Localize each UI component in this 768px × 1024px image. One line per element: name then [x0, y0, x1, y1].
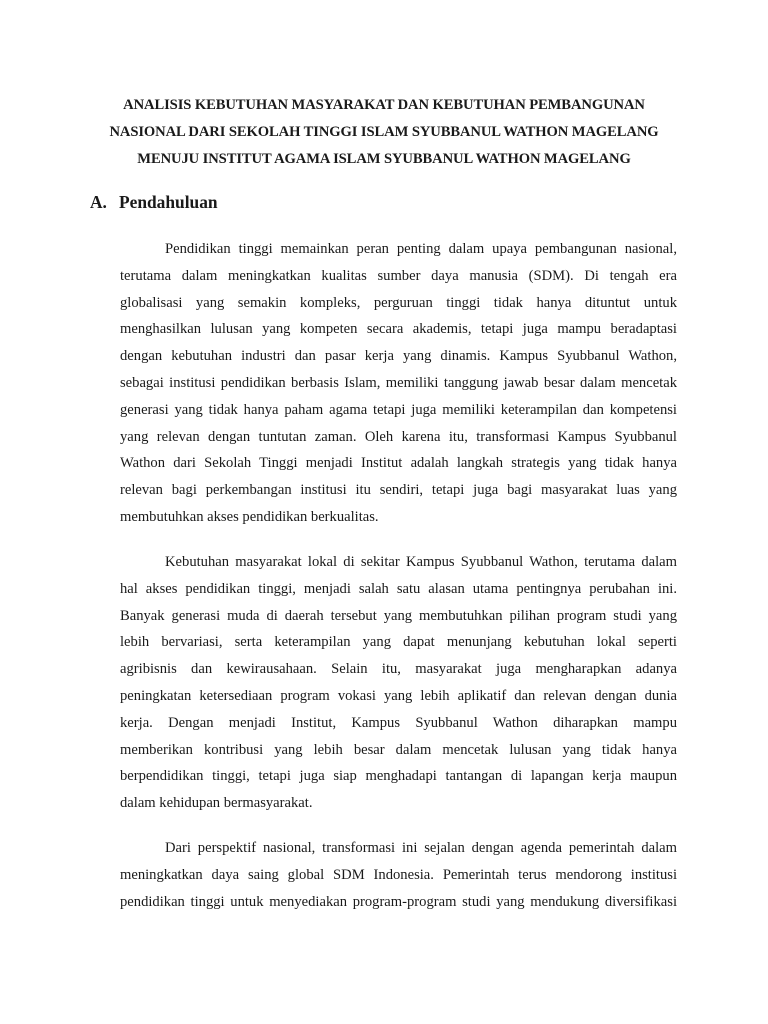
text-line: peningkatan ketersediaan program vokasi yang lebih aplikatif dan relevan dengan dunia [120, 687, 677, 704]
section-title: Pendahuluan [119, 192, 218, 212]
text-line: terutama dalam meningkatkan kualitas sumber daya manusia (SDM). Di tengah era [120, 267, 677, 284]
text-line: meningkatkan daya saing global SDM Indonesia. Pemerintah terus mendorong institusi [120, 866, 677, 883]
text-line: memberikan kontribusi yang lebih besar dalam mencetak lulusan yang tidak hanya [120, 741, 677, 758]
text-line: Wathon dari Sekolah Tinggi menjadi Institut adalah langkah strategis yang tidak hanya [120, 455, 677, 472]
text-line: pendidikan tinggi untuk menyediakan program-program studi yang mendukung diversifikasi [120, 893, 677, 910]
text-line: lebih bervariasi, serta keterampilan yang dapat menunjang kebutuhan lokal seperti [120, 634, 677, 651]
text-line: Pendidikan tinggi memainkan peran penting dalam upaya pembangunan nasional, [165, 241, 677, 257]
text-line: hal akses pendidikan tinggi, menjadi salah satu alasan utama pentingnya perubahan ini. [120, 580, 677, 597]
text-line: relevan bagi perkembangan institusi itu sendiri, tetapi juga bagi masyarakat luas yang [120, 482, 677, 499]
title-line: MENUJU INSTITUT AGAMA ISLAM SYUBBANUL WATHON MAGELANG [137, 151, 631, 167]
text-line: Dari perspektif nasional, transformasi ini sejalan dengan agenda pemerintah dalam [165, 840, 677, 856]
text-line: Banyak generasi muda di daerah tersebut yang membutuhkan pilihan program studi yang [120, 607, 677, 624]
text-line: berpendidikan tinggi, tetapi juga siap menghadapi tantangan di lapangan kerja maupun [120, 768, 677, 785]
text-line: sebagai institusi pendidikan berbasis Islam, memiliki tanggung jawab besar dalam mencetak [120, 374, 677, 391]
paragraph-1 [120, 236, 677, 531]
paragraph-3 [120, 835, 677, 915]
text-line: agribisnis dan kewirausahaan. Selain itu, masyarakat juga mengharapkan adanya [120, 661, 677, 678]
section-number: A. [90, 192, 107, 212]
text-line: Kebutuhan masyarakat lokal di sekitar Kampus Syubbanul Wathon, terutama dalam [165, 554, 677, 570]
text-line: menghasilkan lulusan yang kompeten secara akademis, tetapi juga mampu beradaptasi [120, 321, 677, 338]
text-line: generasi yang tidak hanya paham agama tetapi juga memiliki keterampilan dan kompetensi [120, 401, 677, 418]
text-line: dengan kebutuhan industri dan pasar kerja yang dinamis. Kampus Syubbanul Wathon, [120, 348, 677, 365]
title-line: ANALISIS KEBUTUHAN MASYARAKAT DAN KEBUTUHAN PEMBANGUNAN [123, 97, 645, 113]
text-line: kerja. Dengan menjadi Institut, Kampus Syubbanul Wathon diharapkan mampu [120, 714, 677, 731]
text-line: dalam kehidupan bermasyarakat. [120, 795, 313, 812]
text-line: yang relevan dengan tuntutan zaman. Oleh karena itu, transformasi Kampus Syubbanul [120, 428, 677, 445]
document-title [90, 92, 678, 173]
section-heading [90, 190, 218, 214]
text-line: membutuhkan akses pendidikan berkualitas. [120, 508, 379, 525]
text-line: globalisasi yang semakin kompleks, perguruan tinggi tidak hanya dituntut untuk [120, 294, 677, 311]
paragraph-2 [120, 549, 677, 817]
title-line: NASIONAL DARI SEKOLAH TINGGI ISLAM SYUBBANUL WATHON MAGELANG [109, 124, 659, 140]
